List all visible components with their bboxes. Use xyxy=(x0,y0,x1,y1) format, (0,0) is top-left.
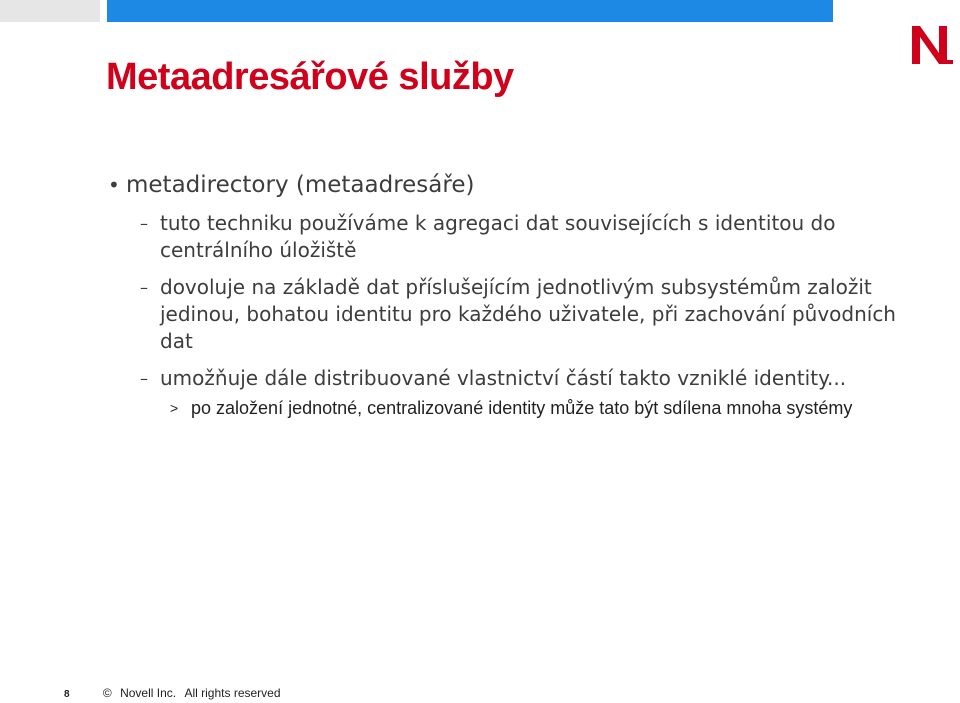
slide-title: Metaadresářové služby xyxy=(106,56,514,98)
dash-marker: – xyxy=(140,214,148,233)
bullet-text: metadirectory (metaadresáře) xyxy=(126,172,475,198)
slide-content xyxy=(108,170,908,419)
sub-bullet-text: dovoluje na základě dat příslušejícím jednotlivým subsystémům založit jedinou, bohatou identitu pro každého uživatele, při zachování původních dat xyxy=(160,275,896,353)
dash-marker: – xyxy=(140,278,148,297)
copyright-icon: © xyxy=(102,686,112,700)
arrow-marker: > xyxy=(170,400,179,416)
novell-n-logo-icon xyxy=(906,22,956,70)
bullet-level-1 xyxy=(108,170,908,200)
sub-bullet xyxy=(108,274,908,355)
footer xyxy=(64,686,281,700)
header-gray-bar xyxy=(0,0,100,22)
sub-bullet-text: tuto techniku používáme k agregaci dat souvisejících s identitou do centrálního úložiště xyxy=(160,211,836,262)
header-blue-bar xyxy=(107,0,833,22)
bullet-marker: • xyxy=(108,173,120,197)
dash-marker: – xyxy=(140,369,148,388)
sub-bullet xyxy=(108,210,908,264)
sub-bullet-text: umožňuje dále distribuované vlastnictví částí takto vzniklé identity... xyxy=(160,366,847,390)
sub-sub-bullet-text: po založení jednotné, centralizované identity může tato být sdílena mnoha systémy xyxy=(191,398,853,418)
sub-sub-bullet xyxy=(108,398,908,419)
rights-text: All rights reserved xyxy=(184,686,281,700)
company-name: Novell Inc. xyxy=(120,686,177,700)
page-number: 8 xyxy=(64,689,70,700)
sub-bullet xyxy=(108,365,908,392)
